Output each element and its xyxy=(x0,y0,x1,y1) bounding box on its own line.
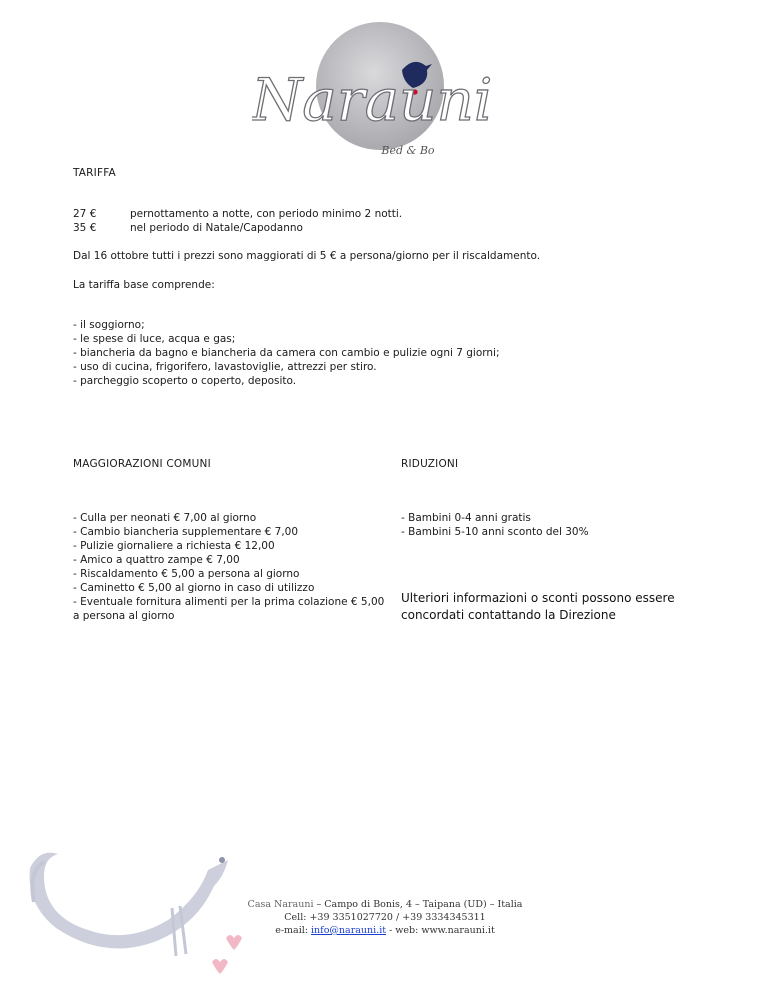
heart-icon xyxy=(226,935,242,950)
list-item: - Eventuale fornitura alimenti per la prima colazione € 5,00 xyxy=(73,596,385,608)
list-item: - Pulizie giornaliere a richiesta € 12,00 xyxy=(73,540,275,552)
rates-table xyxy=(73,207,402,235)
includes-list xyxy=(73,318,500,388)
list-item: - uso di cucina, frigorifero, lavastoviglie, attrezzi per stiro. xyxy=(73,361,377,373)
list-item: - Bambini 0-4 anni gratis xyxy=(401,512,531,524)
list-item: - Caminetto € 5,00 al giorno in caso di utilizzo xyxy=(73,582,315,594)
footer-web: - web: www.narauni.it xyxy=(386,925,495,936)
rate-description: nel periodo di Natale/Capodanno xyxy=(130,222,303,234)
rate-price: 35 € xyxy=(73,222,97,234)
riduzioni-heading: RIDUZIONI xyxy=(401,458,459,470)
heart-icon xyxy=(212,959,228,974)
logo-brand-text: Narauni xyxy=(252,66,492,134)
list-item: - Cambio biancheria supplementare € 7,00 xyxy=(73,526,299,538)
list-item: - Bambini 5-10 anni sconto del 30% xyxy=(401,526,589,538)
list-item: - Riscaldamento € 5,00 a persona al giorno xyxy=(73,568,300,580)
rate-description: pernottamento a notte, con periodo minimo 2 notti. xyxy=(130,208,403,220)
logo-graphic xyxy=(252,18,492,168)
logo xyxy=(252,18,492,168)
list-item: - biancheria da bagno e biancheria da camera con cambio e pulizie ogni 7 giorni; xyxy=(73,347,500,359)
list-item: - le spese di luce, acqua e gas; xyxy=(73,333,236,345)
footer-name: Casa Narauni xyxy=(247,899,314,910)
footer-address: – Campo di Bonis, 4 – Taipana (UD) – Italia xyxy=(313,899,523,910)
rate-row xyxy=(73,207,402,221)
riduzioni-list xyxy=(401,511,589,539)
list-item: - Amico a quattro zampe € 7,00 xyxy=(73,554,240,566)
footer-email-label: e-mail: xyxy=(275,925,312,936)
includes-title: La tariffa base comprende: xyxy=(73,279,215,291)
contact-note xyxy=(401,590,675,624)
list-item: - Culla per neonati € 7,00 al giorno xyxy=(73,512,257,524)
contact-note-line: Ulteriori informazioni o sconti possono essere xyxy=(401,591,675,605)
footer-phone: Cell: +39 3351027720 / +39 3334345311 xyxy=(284,912,486,923)
rate-row xyxy=(73,221,402,235)
list-item: - parcheggio scoperto o coperto, deposito. xyxy=(73,375,297,387)
footer-contact-line xyxy=(195,924,575,937)
footer xyxy=(195,898,575,937)
list-item: a persona al giorno xyxy=(73,610,175,622)
maggiorazioni-list xyxy=(73,511,384,623)
heating-note: Dal 16 ottobre tutti i prezzi sono maggiorati di 5 € a persona/giorno per il riscaldamento. xyxy=(73,250,541,262)
rate-price: 27 € xyxy=(73,208,97,220)
maggiorazioni-heading: MAGGIORAZIONI COMUNI xyxy=(73,458,211,470)
logo-tagline-text: Bed & Bo xyxy=(381,144,435,157)
contact-note-line: concordati contattando la Direzione xyxy=(401,608,616,622)
list-item: - il soggiorno; xyxy=(73,319,145,331)
footer-email-link[interactable]: info@narauni.it xyxy=(311,925,387,936)
tariffa-heading: TARIFFA xyxy=(73,167,116,179)
footer-address-line xyxy=(195,898,575,911)
